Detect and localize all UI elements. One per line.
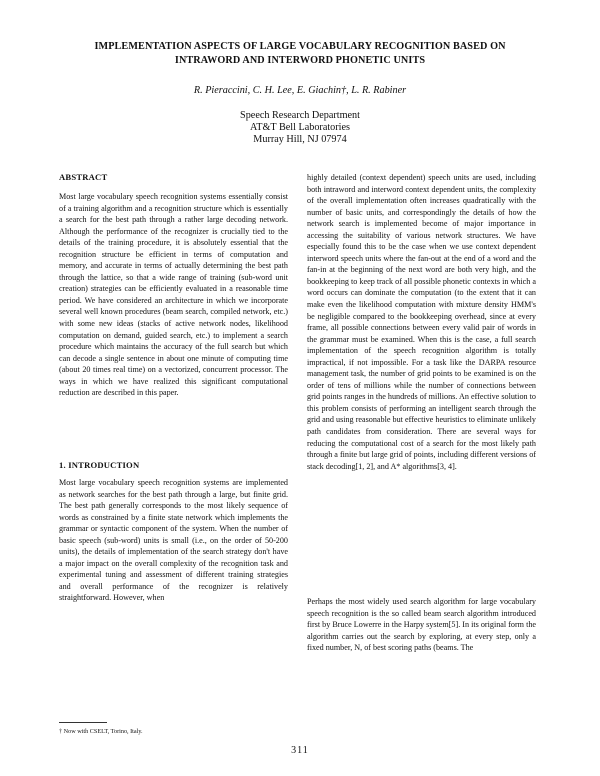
affiliation-lab: AT&T Bell Laboratories — [250, 122, 350, 133]
right-column-paragraph-2 — [307, 596, 536, 654]
affiliation-location: Murray Hill, NJ 07974 — [253, 134, 347, 145]
affiliation-block — [150, 110, 450, 146]
page-number: 311 — [291, 745, 309, 756]
abstract-section — [59, 191, 288, 399]
right-column-paragraph-1 — [307, 172, 536, 472]
introduction-heading: 1. INTRODUCTION — [59, 460, 140, 470]
introduction-section — [59, 477, 288, 604]
body-text-continued: highly detailed (context dependent) speech units are used, including both intraword and interword context dependent units, the complexity of the overall implementation often increases quadratically with the number of basic units, and correspondingly the details of how the network search is implemented become of major importance in accessing the suitability of various network structures. We have especially found this to be the case when we use context dependent interword speech units where the fan-out at the end of a word and the fan-in at the beginning of the next word are both very high, and the bookkeeping to keep track of all possible phonetic contexts in which a word occurs can dominate the computation (to the extent that it can make even the likelihood computation with mixture density HMM's be negligible compared to the bookkeeping overhead, since at every frame, all possible connections between every valid pair of words in the grammar must be examined. When this is the case, a full search implementation of the speech recognition algorithm is totally impractical, if not impossible. For a task like the DARPA resource management task, the number of grid points to be examined is on the order of tens of millions while the number of connections between grid points ranges in the hundreds of millions. An effective solution to this problem consists of performing an intelligent search through the grid and using reasonable but effective heuristics to eliminate unlikely path candidates from consideration. There are several ways for reducing the computational cost of a search for the most likely path through a finite but large grid of points, including different versions of stack decoding[1, 2], and A* algorithms[3, 4]. — [307, 173, 536, 471]
abstract-heading: ABSTRACT — [59, 172, 108, 182]
introduction-text: Most large vocabulary speech recognition systems are implemented as network searches for the best path through a large, but finite grid. The best path generally corresponds to the most likely sequence of words as constrained by a finite state network which implements the grammar or syntactic component of the system. When the number of basic speech (sub-word) units is small (i.e., on the order of 50-200 units), the details of implementation of the search strategy don't have a major impact on the overall complexity of the recognition task and experimental tuning and assessment of different training strategies and overall performance of the recognizer is relatively straightforward. However, when — [59, 478, 288, 603]
footnote-divider — [59, 722, 107, 723]
abstract-text: Most large vocabulary speech recognition systems essentially consist of a training algorithm and a recognition structure which is essentially a search for the best path through a rather large decoding network. Although the performance of the recognizer is crucially tied to the details of the training procedure, it is absolutely essential that the recognition structure be efficient in terms of computation and memory, and accurate in terms of actually determining the best path through the lattice, so that a wide range of training (sub-word unit creation) strategies can be efficiently evaluated in a reasonable time period. We have considered an architecture in which we incorporate several well known procedures (beam search, compiled network, etc.) with some new ideas (stacks of active network nodes, likelihood computation on demand, guided search, etc.) to implement a search procedure which maintains the accuracy of the full search but which can decode a single sentence in about one minute of computing time (about 20 times real time) on a vectorized, concurrent processor. The ways in which we have realized this significant computational reduction are described in this paper. — [59, 192, 288, 398]
beam-search-paragraph: Perhaps the most widely used search algorithm for large vocabulary speech recognition is the so called beam search algorithm introduced first by Bruce Lowerre in the Harpy system[5]. In its original form the algorithm carries out the search by exploring, at every step, only a fixed number, N, of best scoring paths (beams. The — [307, 597, 536, 653]
paper-title: IMPLEMENTATION ASPECTS OF LARGE VOCABULARY RECOGNITION BASED ON INTRAWORD AND INTERWORD PHONETIC UNITS — [94, 41, 506, 66]
footnote: † Now with CSELT, Torino, Italy. — [59, 728, 143, 735]
author-list: R. Pieraccini, C. H. Lee, E. Giachin†, L. R. Rabiner — [193, 85, 407, 96]
affiliation-department: Speech Research Department — [240, 110, 360, 121]
